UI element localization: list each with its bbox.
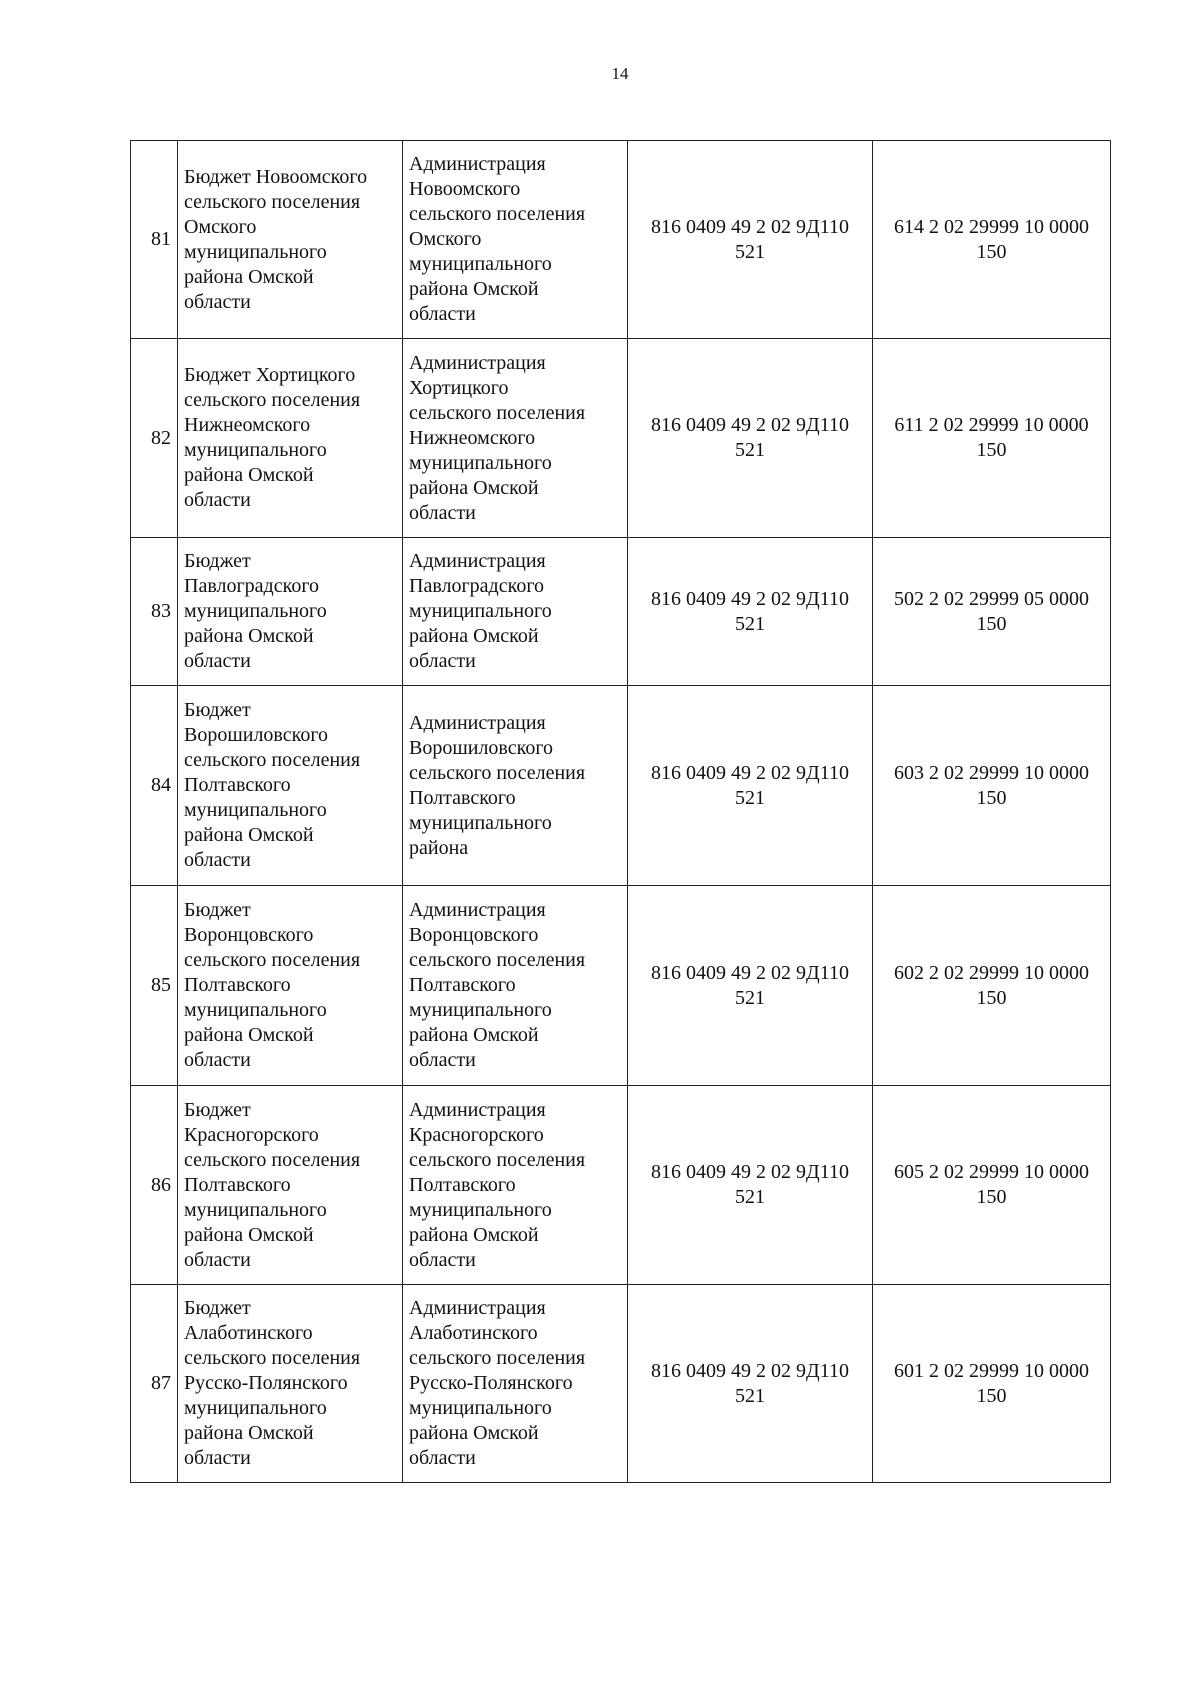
- expense-code: 816 0409 49 2 02 9Д110 521: [628, 886, 873, 1086]
- budget-table: [130, 140, 1111, 1483]
- table-row: [131, 1285, 1111, 1483]
- revenue-code: 502 2 02 29999 05 0000 150: [873, 538, 1111, 686]
- budget-name: Бюджет Павлоградского муниципального района Омской области: [178, 538, 403, 686]
- table-row: [131, 686, 1111, 886]
- expense-code: 816 0409 49 2 02 9Д110 521: [628, 538, 873, 686]
- page-number: 14: [611, 64, 629, 83]
- table-row: [131, 141, 1111, 339]
- revenue-code: 603 2 02 29999 10 0000 150: [873, 686, 1111, 886]
- table-row: [131, 1086, 1111, 1285]
- revenue-code: 605 2 02 29999 10 0000 150: [873, 1086, 1111, 1285]
- administrator-name: Администрация Павлоградского муниципального района Омской области: [403, 538, 628, 686]
- revenue-code: 602 2 02 29999 10 0000 150: [873, 886, 1111, 1086]
- budget-name: Бюджет Новоомского сельского поселения Омского муниципального района Омской области: [178, 141, 403, 339]
- row-number: 82: [131, 339, 178, 538]
- expense-code: 816 0409 49 2 02 9Д110 521: [628, 1285, 873, 1483]
- administrator-name: Администрация Хортицкого сельского поселения Нижнеомского муниципального района Омской области: [403, 339, 628, 538]
- row-number: 87: [131, 1285, 178, 1483]
- budget-name: Бюджет Хортицкого сельского поселения Нижнеомского муниципального района Омской области: [178, 339, 403, 538]
- budget-name: Бюджет Ворошиловского сельского поселения Полтавского муниципального района Омской области: [178, 686, 403, 886]
- revenue-code: 601 2 02 29999 10 0000 150: [873, 1285, 1111, 1483]
- expense-code: 816 0409 49 2 02 9Д110 521: [628, 686, 873, 886]
- table-row: [131, 538, 1111, 686]
- row-number: 84: [131, 686, 178, 886]
- budget-name: Бюджет Алаботинского сельского поселения Русско-Полянского муниципального района Омской области: [178, 1285, 403, 1483]
- administrator-name: Администрация Красногорского сельского поселения Полтавского муниципального района Омской области: [403, 1086, 628, 1285]
- row-number: 86: [131, 1086, 178, 1285]
- row-number: 85: [131, 886, 178, 1086]
- expense-code: 816 0409 49 2 02 9Д110 521: [628, 1086, 873, 1285]
- revenue-code: 611 2 02 29999 10 0000 150: [873, 339, 1111, 538]
- budget-name: Бюджет Воронцовского сельского поселения Полтавского муниципального района Омской области: [178, 886, 403, 1086]
- row-number: 83: [131, 538, 178, 686]
- administrator-name: Администрация Алаботинского сельского поселения Русско-Полянского муниципального района Омской области: [403, 1285, 628, 1483]
- table-row: [131, 886, 1111, 1086]
- administrator-name: Администрация Новоомского сельского поселения Омского муниципального района Омской области: [403, 141, 628, 339]
- expense-code: 816 0409 49 2 02 9Д110 521: [628, 339, 873, 538]
- revenue-code: 614 2 02 29999 10 0000 150: [873, 141, 1111, 339]
- administrator-name: Администрация Воронцовского сельского поселения Полтавского муниципального района Омской области: [403, 886, 628, 1086]
- expense-code: 816 0409 49 2 02 9Д110 521: [628, 141, 873, 339]
- row-number: 81: [131, 141, 178, 339]
- administrator-name: Администрация Ворошиловского сельского поселения Полтавского муниципального района: [403, 686, 628, 886]
- budget-name: Бюджет Красногорского сельского поселения Полтавского муниципального района Омской области: [178, 1086, 403, 1285]
- table-row: [131, 339, 1111, 538]
